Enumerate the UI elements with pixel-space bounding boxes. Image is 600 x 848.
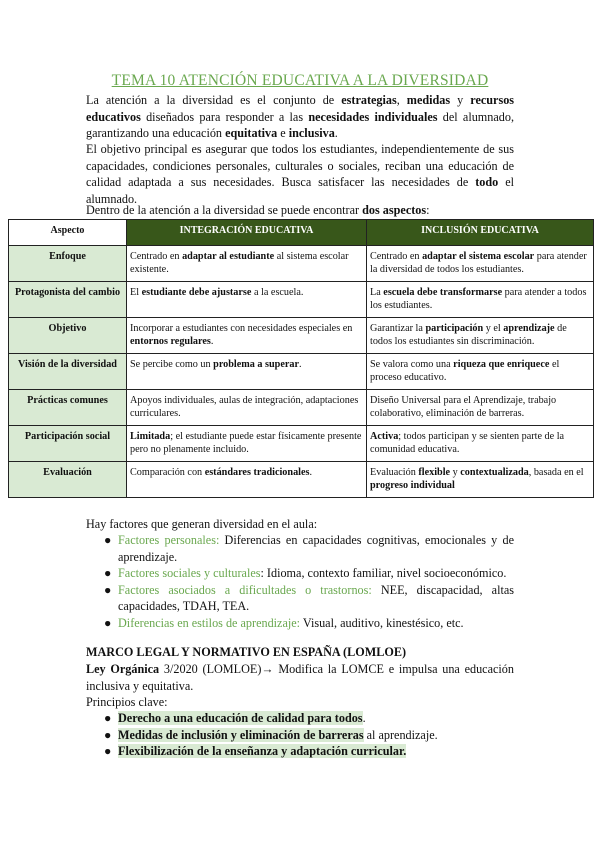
row-label: Visión de la diversidad	[9, 354, 127, 390]
law-bold: Ley Orgánica	[86, 662, 160, 676]
row-label: Prácticas comunes	[9, 390, 127, 426]
factor-text: Diferencias en capacidades cognitivas, emocionales y de aprendizaje.	[118, 533, 514, 564]
bold-text: todo	[475, 175, 499, 189]
table-header-row	[9, 220, 594, 246]
bold-text: Limitada	[130, 431, 171, 442]
bold-text: participación	[425, 323, 484, 334]
principle-rest: .	[362, 711, 366, 725]
header-inclusion: INCLUSIÓN EDUCATIVA	[367, 220, 594, 246]
objective-paragraph	[86, 141, 514, 207]
principle-item	[86, 727, 514, 744]
bold-text: Activa	[370, 431, 399, 442]
principle-rest: al aprendizaje.	[363, 727, 438, 742]
row-label: Enfoque	[9, 246, 127, 282]
factor-text: Visual, auditivo, kinestésico, etc.	[300, 615, 464, 630]
bold-text: estándares tradicionales	[204, 467, 310, 478]
row-label: Protagonista del cambio	[9, 282, 127, 318]
bold-text: aprendizaje	[503, 323, 555, 334]
inclusion-cell	[367, 390, 594, 426]
bullet-icon: ●	[104, 582, 112, 597]
factor-item	[86, 565, 514, 582]
principle-highlight: Flexibilización de la enseñanza y adaptación curricular.	[118, 744, 407, 758]
principle-item	[86, 710, 514, 727]
text-run: Evaluación	[370, 467, 419, 478]
bold-text: escuela debe transformarse	[383, 287, 503, 298]
bullet-icon: ●	[104, 615, 112, 630]
principle-highlight: Medidas de inclusión y eliminación de barreras	[118, 727, 364, 742]
comparison-table	[8, 219, 594, 498]
bullet-icon: ●	[104, 727, 112, 742]
text-run: Incorporar a estudiantes con necesidades especiales en	[130, 323, 353, 334]
text-run: La	[370, 287, 384, 298]
table-row	[9, 246, 594, 282]
text-run: y el	[483, 323, 504, 334]
row-label: Objetivo	[9, 318, 127, 354]
bold-text: progreso individual	[370, 479, 455, 491]
header-integracion: INTEGRACIÓN EDUCATIVA	[127, 220, 367, 246]
text-run: para atender a todos los estudiantes.	[370, 287, 587, 311]
principles-label: Principios clave:	[86, 695, 168, 709]
text-run: Garantizar la	[370, 323, 426, 334]
factor-item	[86, 582, 514, 615]
row-label: Participación social	[9, 426, 127, 462]
header-aspect: Aspecto	[9, 220, 127, 246]
text-run: .	[334, 126, 338, 140]
law-text: 3/2020 (LOMLOE)→ Modifica la LOMCE e impulsa una educación inclusiva y equitativa.	[86, 662, 514, 693]
bold-text: problema a superar	[213, 359, 300, 370]
row-label: Evaluación	[9, 462, 127, 498]
text-run: e	[277, 126, 289, 140]
bold-text: contextualizada	[460, 467, 529, 478]
bullet-icon: ●	[104, 744, 112, 758]
bullet-icon: ●	[104, 533, 112, 547]
text-run: :	[426, 203, 430, 217]
text-run: Apoyos individuales, aulas de integración, adaptaciones curriculares.	[130, 395, 359, 419]
bold-text: flexible	[418, 467, 451, 478]
bold-text: inclusiva	[288, 126, 335, 140]
table-row	[9, 390, 594, 426]
text-run: El objetivo principal es asegurar que todos los estudiantes, independientemente de sus capacidades, condiciones personales, culturales o sociales, reciban una educación de calidad adaptada a sus necesidades. Busca satisfacer las necesidades de	[86, 142, 514, 189]
bold-text: adaptar el sistema escolar	[422, 251, 535, 262]
text-run: Dentro de la atención a la diversidad se puede encontrar	[86, 203, 363, 217]
principle-item	[86, 743, 514, 760]
text-run: y	[450, 467, 461, 478]
text-run: Centrado en	[130, 251, 183, 262]
text-run: .	[210, 335, 214, 347]
bold-text: necesidades individuales	[308, 109, 438, 124]
integracion-cell	[127, 390, 367, 426]
bold-text: estrategias	[341, 93, 397, 107]
text-run: ,	[396, 93, 407, 107]
bold-text: medidas	[406, 93, 451, 107]
text-run: ; todos participan y se sienten parte de la comunidad educativa.	[370, 431, 565, 455]
bold-text: recursos educativos	[86, 93, 515, 124]
text-run: ; el estudiante puede estar físicamente presente pero no plenamente incluido.	[130, 431, 362, 455]
text-run: diseñados para responder a las	[140, 109, 309, 124]
bold-text: riqueza que enriquece	[453, 359, 550, 370]
text-run: Centrado en	[370, 251, 423, 262]
inclusion-cell	[367, 318, 594, 354]
page-title: TEMA 10 ATENCIÓN EDUCATIVA A LA DIVERSIDAD	[111, 72, 489, 89]
text-run: La atención a la diversidad es el conjunto de	[86, 93, 342, 107]
factor-key: Factores asociados a dificultades o trastornos:	[118, 582, 372, 597]
integracion-cell	[127, 318, 367, 354]
bold-text: entornos regulares	[130, 335, 211, 347]
text-run: .	[299, 359, 302, 370]
factor-item	[86, 532, 514, 565]
table-row	[9, 426, 594, 462]
factors-list	[86, 532, 514, 631]
text-run: y	[450, 93, 471, 107]
text-run: de todos los estudiantes sin discriminación.	[370, 323, 567, 347]
table-row	[9, 318, 594, 354]
inclusion-cell	[367, 426, 594, 462]
bullet-icon: ●	[104, 711, 112, 725]
factor-text: : Idioma, contexto familiar, nivel socioeconómico.	[260, 566, 507, 580]
law-paragraph	[86, 661, 514, 694]
bold-text: dos aspectos	[362, 203, 427, 217]
text-run: el alumnado.	[86, 175, 514, 206]
integracion-cell	[127, 426, 367, 462]
table-row	[9, 282, 594, 318]
integracion-cell	[127, 246, 367, 282]
inclusion-cell	[367, 246, 594, 282]
bullet-icon: ●	[104, 566, 112, 580]
integracion-cell	[127, 282, 367, 318]
inclusion-cell	[367, 462, 594, 498]
aspects-intro	[86, 202, 514, 219]
table-row	[9, 354, 594, 390]
text-run: El	[130, 287, 142, 298]
integracion-cell	[127, 354, 367, 390]
text-run: al sistema escolar existente.	[130, 251, 349, 275]
text-run: Diseño Universal para el Aprendizaje, trabajo colaborativo, eliminación de barreras.	[370, 395, 557, 419]
inclusion-cell	[367, 354, 594, 390]
text-run: Se valora como una	[370, 359, 454, 370]
table-row	[9, 462, 594, 498]
principle-highlight: Derecho a una educación de calidad para todos	[118, 711, 363, 725]
factor-key: Factores sociales y culturales	[118, 566, 261, 580]
text-run: .	[309, 467, 313, 478]
principles-list	[86, 710, 514, 760]
integracion-cell	[127, 462, 367, 498]
bold-text: equitativa	[225, 126, 278, 140]
bold-text: adaptar al estudiante	[182, 251, 275, 262]
text-run: a la escuela.	[251, 287, 304, 298]
text-run: el proceso educativo.	[370, 359, 560, 383]
text-run: del alumnado, garantizando una educación	[86, 109, 515, 140]
factor-item	[86, 615, 514, 632]
text-run: Se percibe como un	[130, 359, 214, 370]
factor-key: Factores personales:	[118, 533, 220, 547]
bold-text: estudiante debe ajustarse	[141, 287, 252, 298]
text-run: Comparación con	[130, 467, 205, 478]
factor-key: Diferencias en estilos de aprendizaje:	[118, 615, 301, 630]
intro-paragraph	[86, 92, 514, 142]
text-run: para atender la diversidad de todos los estudiantes.	[370, 251, 587, 275]
factor-text: NEE, discapacidad, altas capacidades, TDAH, TEA.	[118, 582, 514, 613]
text-run: , basada en el	[528, 467, 584, 478]
inclusion-cell	[367, 282, 594, 318]
legal-heading: MARCO LEGAL Y NORMATIVO EN ESPAÑA (LOMLOE)	[86, 645, 407, 659]
factors-intro: Hay factores que generan diversidad en el aula:	[86, 517, 318, 531]
